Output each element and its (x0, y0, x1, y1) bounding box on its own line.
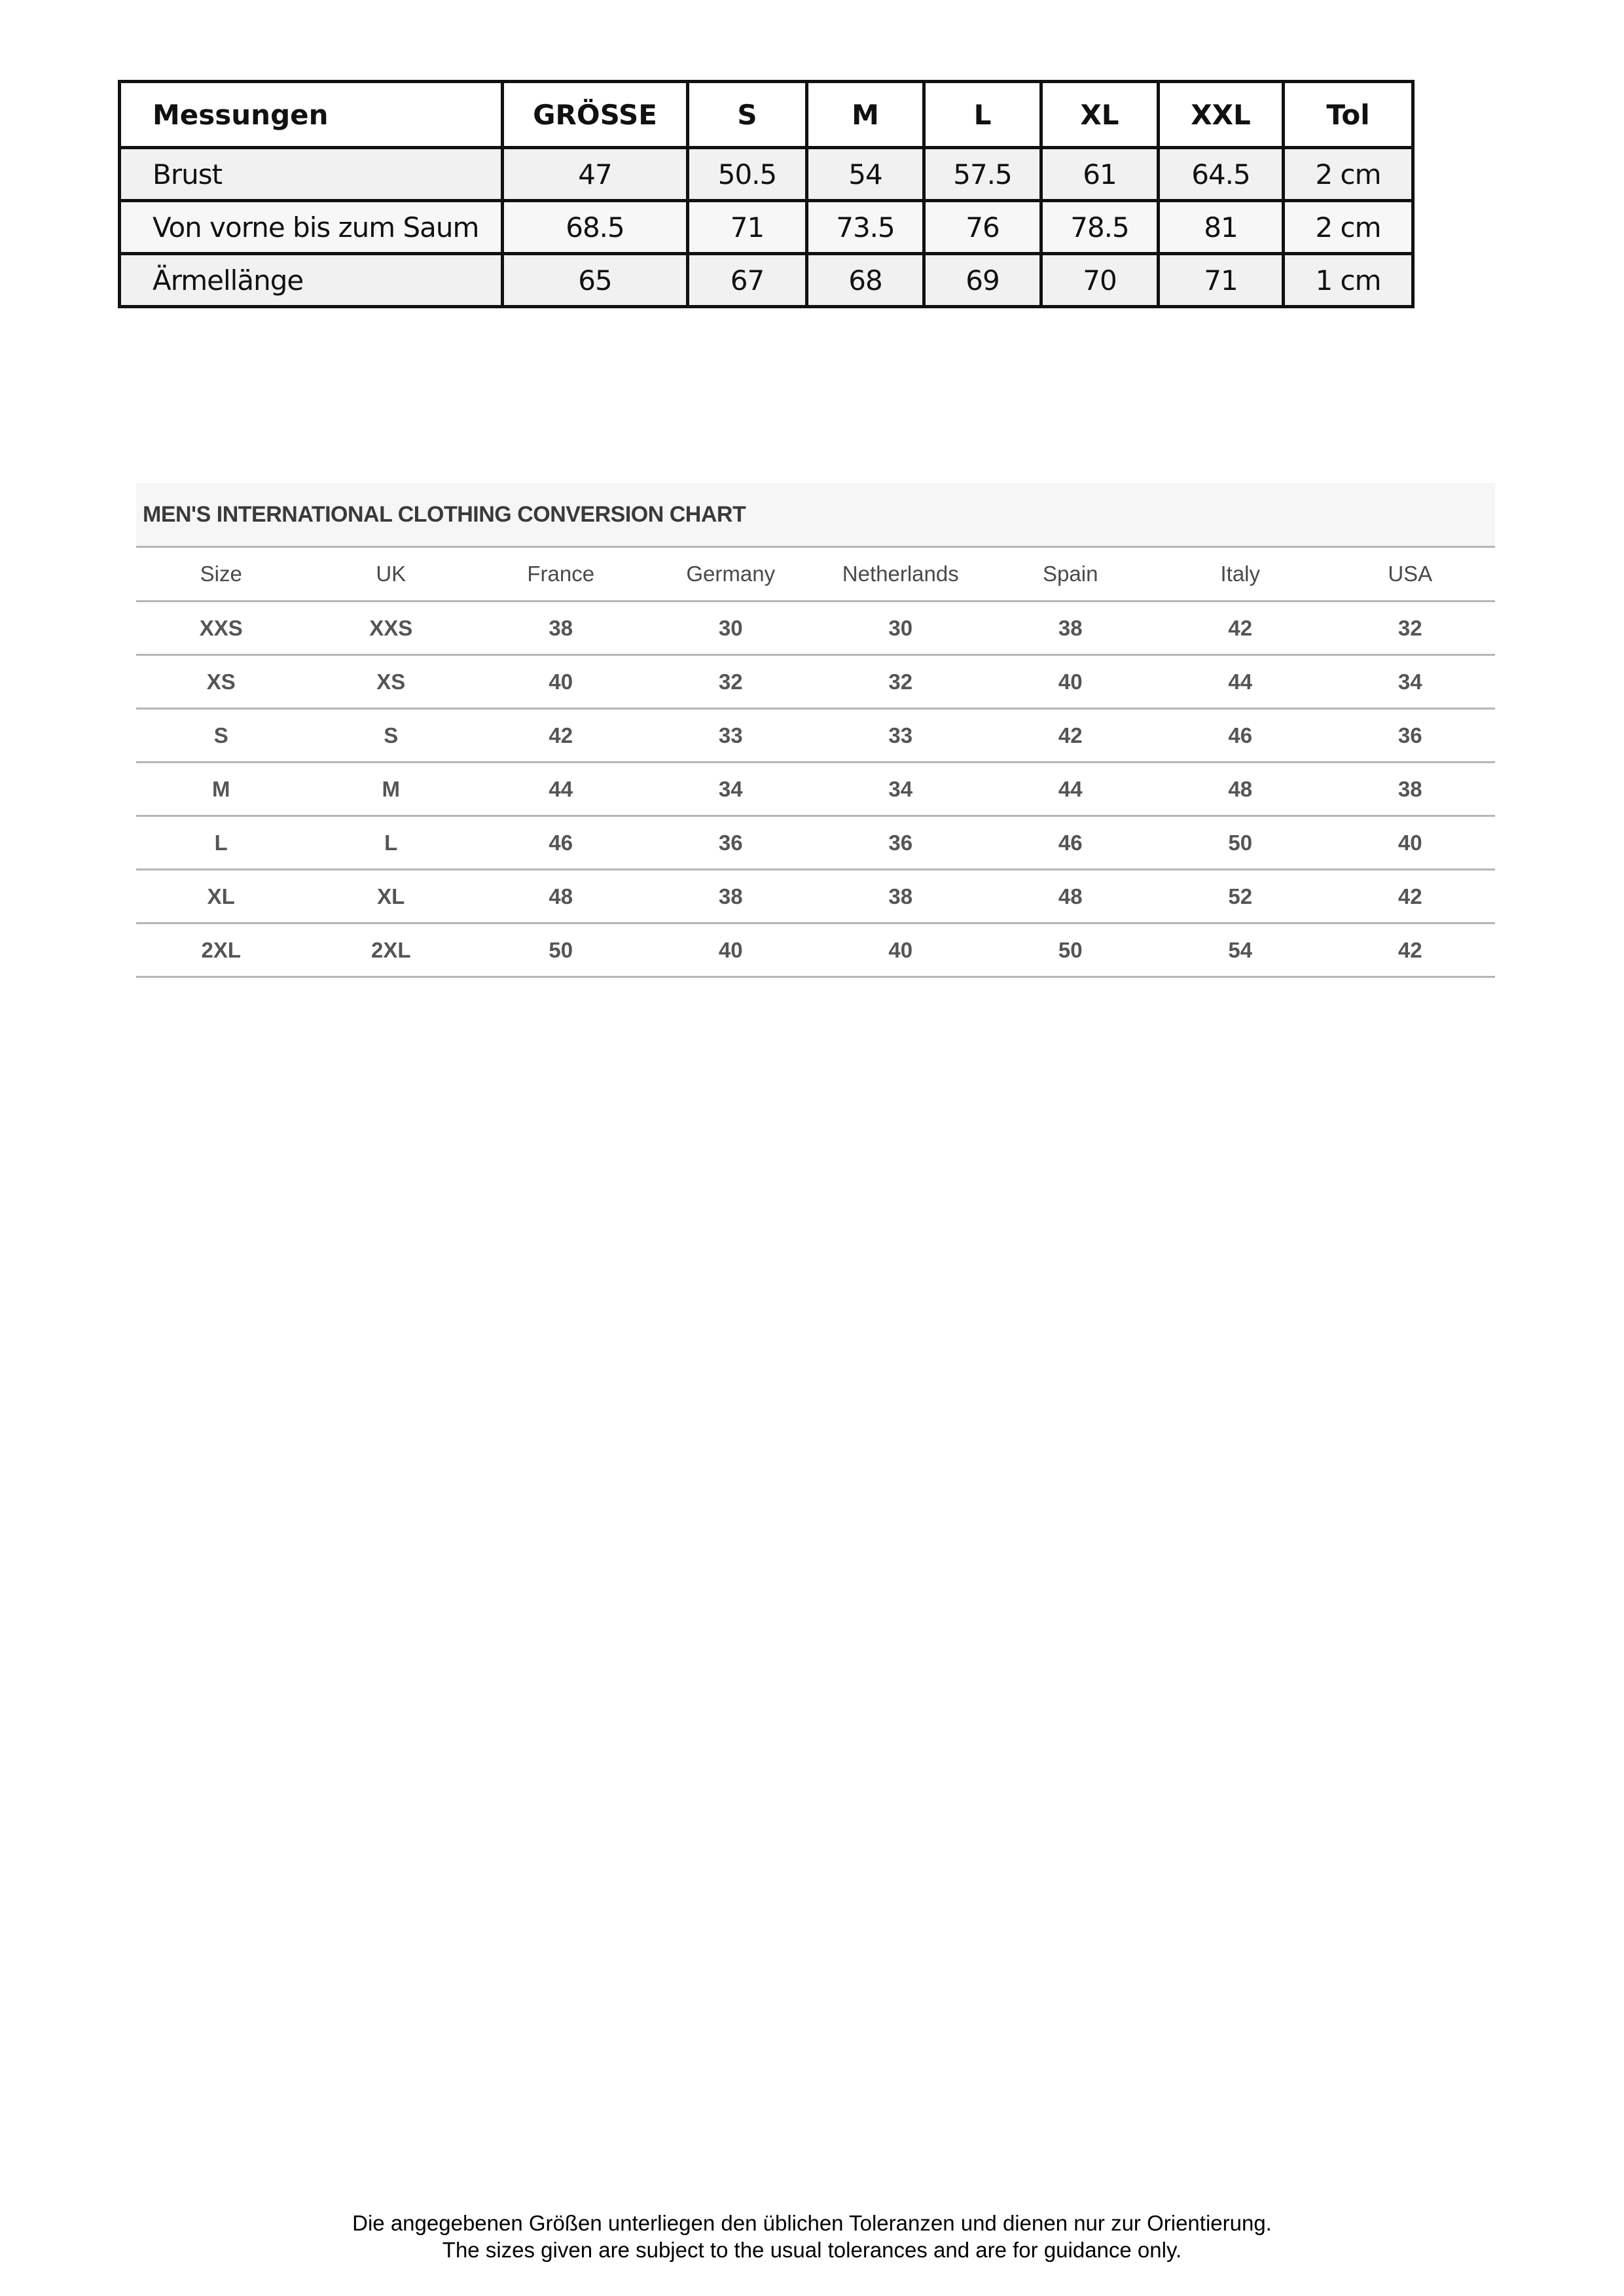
table-cell: 50 (1155, 816, 1326, 870)
table-cell: 50 (476, 924, 646, 977)
row-label: Brust (120, 148, 503, 201)
table-cell: 34 (646, 762, 816, 816)
table-cell: 48 (986, 870, 1156, 924)
table-cell: 32 (1326, 601, 1496, 655)
table-cell: 70 (1041, 254, 1159, 307)
table-cell: 34 (816, 762, 986, 816)
header-cell-germany: Germany (646, 547, 816, 601)
table-cell: 50 (986, 924, 1156, 977)
table-cell: 42 (476, 709, 646, 762)
table-cell: XS (306, 655, 477, 709)
header-cell-m: M (807, 82, 924, 148)
table-row (120, 148, 1413, 201)
table-cell: 38 (986, 601, 1156, 655)
table-cell: XS (136, 655, 306, 709)
table-cell: XXS (306, 601, 477, 655)
conversion-chart-title: MEN'S INTERNATIONAL CLOTHING CONVERSION CHART (136, 483, 1495, 546)
measurements-header-row (120, 82, 1413, 148)
table-cell: 2XL (136, 924, 306, 977)
table-cell: 46 (1155, 709, 1326, 762)
table-cell: 68.5 (503, 201, 688, 254)
table-cell: 2 cm (1284, 148, 1413, 201)
header-cell-france: France (476, 547, 646, 601)
table-cell: 40 (816, 924, 986, 977)
table-cell: 71 (688, 201, 807, 254)
table-cell: 61 (1041, 148, 1159, 201)
table-cell: 65 (503, 254, 688, 307)
table-cell: XXS (136, 601, 306, 655)
table-cell: 78.5 (1041, 201, 1159, 254)
table-cell: M (306, 762, 477, 816)
table-cell: 38 (1326, 762, 1496, 816)
table-cell: 44 (986, 762, 1156, 816)
table-cell: 71 (1159, 254, 1284, 307)
table-row (136, 816, 1495, 870)
table-cell: 33 (816, 709, 986, 762)
header-cell-xxl: XXL (1159, 82, 1284, 148)
table-cell: 81 (1159, 201, 1284, 254)
table-cell: 1 cm (1284, 254, 1413, 307)
table-cell: S (306, 709, 477, 762)
table-cell: XL (136, 870, 306, 924)
table-cell: 32 (816, 655, 986, 709)
table-cell: 67 (688, 254, 807, 307)
table-cell: 48 (1155, 762, 1326, 816)
table-cell: 48 (476, 870, 646, 924)
table-cell: XL (306, 870, 477, 924)
table-cell: 42 (986, 709, 1156, 762)
header-cell-italy: Italy (1155, 547, 1326, 601)
table-cell: 68 (807, 254, 924, 307)
table-cell: 42 (1326, 924, 1496, 977)
table-cell: 64.5 (1159, 148, 1284, 201)
table-row (136, 655, 1495, 709)
table-cell: 38 (816, 870, 986, 924)
table-row (136, 709, 1495, 762)
table-cell: 30 (816, 601, 986, 655)
table-row (136, 601, 1495, 655)
table-cell: 32 (646, 655, 816, 709)
table-cell: 42 (1326, 870, 1496, 924)
header-cell-s: S (688, 82, 807, 148)
conversion-table (136, 546, 1495, 978)
header-cell-size: Size (136, 547, 306, 601)
row-label: Von vorne bis zum Saum (120, 201, 503, 254)
table-cell: 34 (1326, 655, 1496, 709)
table-cell: 52 (1155, 870, 1326, 924)
measurements-table (118, 80, 1415, 308)
table-cell: 40 (476, 655, 646, 709)
table-cell: 44 (476, 762, 646, 816)
table-cell: 33 (646, 709, 816, 762)
table-cell: S (136, 709, 306, 762)
table-cell: M (136, 762, 306, 816)
table-cell: 50.5 (688, 148, 807, 201)
header-cell-tolerance: Tol (1284, 82, 1413, 148)
header-cell-usa: USA (1326, 547, 1496, 601)
header-cell-measurements: Messungen (120, 82, 503, 148)
footer-line-english: The sizes given are subject to the usual tolerances and are for guidance only. (442, 2238, 1182, 2262)
table-cell: 36 (816, 816, 986, 870)
table-cell: 47 (503, 148, 688, 201)
table-cell: 57.5 (924, 148, 1041, 201)
table-row (120, 201, 1413, 254)
header-cell-uk: UK (306, 547, 477, 601)
table-row (136, 870, 1495, 924)
header-cell-l: L (924, 82, 1041, 148)
table-cell: 73.5 (807, 201, 924, 254)
table-cell: 36 (1326, 709, 1496, 762)
table-cell: 46 (476, 816, 646, 870)
header-cell-size: GRÖSSE (503, 82, 688, 148)
table-cell: 36 (646, 816, 816, 870)
table-cell: 76 (924, 201, 1041, 254)
table-cell: 30 (646, 601, 816, 655)
table-cell: L (136, 816, 306, 870)
table-cell: 2XL (306, 924, 477, 977)
table-cell: 40 (1326, 816, 1496, 870)
table-cell: 44 (1155, 655, 1326, 709)
header-cell-spain: Spain (986, 547, 1156, 601)
conversion-header-row (136, 547, 1495, 601)
table-cell: 42 (1155, 601, 1326, 655)
footer-line-german: Die angegebenen Größen unterliegen den üblichen Toleranzen und dienen nur zur Orientierung. (352, 2211, 1272, 2235)
table-row (120, 254, 1413, 307)
conversion-chart (136, 483, 1495, 978)
header-cell-xl: XL (1041, 82, 1159, 148)
table-cell: 40 (646, 924, 816, 977)
table-cell: 54 (807, 148, 924, 201)
table-row (136, 924, 1495, 977)
table-cell: 46 (986, 816, 1156, 870)
row-label: Ärmellänge (120, 254, 503, 307)
table-cell: 2 cm (1284, 201, 1413, 254)
footer-note (0, 2210, 1624, 2263)
table-cell: 54 (1155, 924, 1326, 977)
table-cell: 40 (986, 655, 1156, 709)
table-cell: 69 (924, 254, 1041, 307)
table-cell: 38 (646, 870, 816, 924)
table-cell: 38 (476, 601, 646, 655)
header-cell-netherlands: Netherlands (816, 547, 986, 601)
table-cell: L (306, 816, 477, 870)
table-row (136, 762, 1495, 816)
